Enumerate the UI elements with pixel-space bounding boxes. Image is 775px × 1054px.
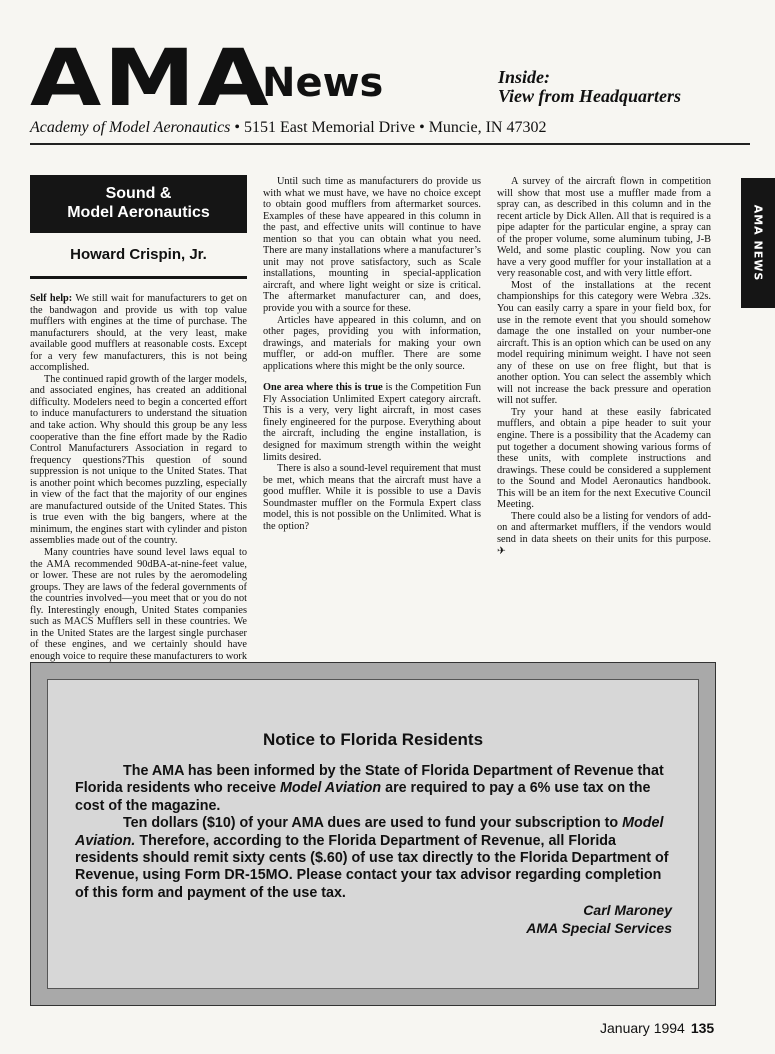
address-line — [30, 118, 546, 138]
page-footer — [600, 1020, 714, 1036]
paragraph: The continued rapid growth of the larger models, and associated engines, has created an additional difficulty. Modelers need to begin a concerted effort to induce manufacturers to understand the situation and take action. Why should this group be any less cooperative than the fine effort made by the Radio Control Manufacturers Association in regard to frequency questions?This question of sound suppression is not unique to the United States. That is another point which becomes puzzling, especially in view of the fact that the majority of our engines are manufactured outside of the United States. This is true even with the big bangers, where at the minimum, the engines start with cylinder and piston assemblies made out of the country. — [30, 373, 247, 547]
issue-date: January 1994 — [600, 1020, 685, 1036]
org-name: Academy of Model Aeronautics — [30, 119, 231, 136]
street-address: 5151 East Memorial Drive — [244, 119, 416, 136]
inside-label: Inside: — [498, 67, 551, 87]
notice-box — [30, 662, 716, 1006]
paragraph: Try your hand at these easily fabricated mufflers, and obtain a pipe header to suit your engine. There is a possibility that the Academy can put together a document showing various forms of these units, with complete instructions and drawings. These could be considered a supplement to the Sound and Model Aeronautics handbook. This will be an item for the next Executive Council Meeting. — [497, 406, 711, 511]
signer-department: AMA Special Services — [526, 920, 672, 936]
article-author: Howard Crispin, Jr. — [70, 246, 207, 263]
side-tab-label: AMA NEWS — [751, 204, 765, 282]
page-number: 135 — [690, 1020, 715, 1036]
article-column-3 — [497, 176, 711, 638]
notice-body — [75, 763, 671, 902]
notice-signature — [526, 901, 672, 937]
masthead-news: News — [262, 60, 384, 106]
paragraph: Articles have appeared in this column, and on other pages, providing you with information, drawings, and materials for making your own muffler, or add-on muffler. There are some applications where this might be the only source. — [263, 314, 481, 372]
paragraph: One area where this is true is the Competition Fun Fly Association Unlimited Expert category aircraft. This is a very, very light aircraft, in most cases finely engineered for the purpose. Everything about the aircraft, including the engine installation, is designed for maximum strength within the weight limits desired. — [263, 382, 481, 463]
paragraph: There could also be a listing for vendors of add-on and aftermarket mufflers, if the vendors would send in data sheets on their units for this purpose. ✈ — [497, 510, 711, 557]
notice-paragraph: The AMA has been informed by the State of Florida Department of Revenue that Florida residents who receive Model Aviation are required to pay a 6% use tax on the cost of the magazine. — [75, 763, 664, 814]
city-address: Muncie, IN 47302 — [428, 119, 547, 136]
end-mark-icon: ✈ — [497, 545, 506, 557]
paragraph: Until such time as manufacturers do provide us with what we must have, we have no choice except to obtain good mufflers from aftermarket sources. Examples of these have appeared in this column in the past, and effective units will continue to have mention so that you can obtain what you need. There are many installations where a manufacturer’s unit may not prove satisfactory, such as Scale installations, mounting in special-application aircraft, and where light weight or size is critical. The aftermarket manufacturer can, and does, provide you with a source for these. — [263, 176, 481, 315]
article-title-box — [30, 175, 247, 233]
side-tab — [741, 178, 775, 308]
paragraph: A survey of the aircraft flown in competition will show that most use a muffler made from a spray can, as described in this column and in the recent article by Dick Allen. All that is required is a pipe adapter for the particular engine, a spray can of the proper volume, some aluminum tubing, J-B Weld, and some plastic coupling. Now you can have a very good muffler for your installation at a very reasonable cost, and with very little effort. — [497, 176, 711, 280]
author-rule — [30, 276, 247, 279]
lead-in: Self help: — [30, 293, 73, 304]
article-title-line2: Model Aeronautics — [67, 204, 210, 221]
paragraph: Many countries have sound level laws equal to the AMA recommended 90dBA-at-nine-feet value, or lower. These are not rules by the aeromodeling groups. They are laws of the federal governments of the countries involved—you meet that or you do not fly. Interestingly enough, United States companies such as MACS Mufflers sell in these countries. We in the United States are the largest single purchaser of these engines, and we certainly should have enough voice to require these manufacturers to work — [30, 547, 248, 662]
article-title-line1: Sound & — [105, 185, 172, 202]
lead-in: One area where this is true — [263, 382, 383, 394]
inside-teaser — [498, 68, 681, 106]
address-separator: • — [415, 119, 429, 136]
masthead-rule — [30, 143, 750, 145]
paragraph: Most of the installations at the recent championships for this category were Webra .32s. You can easily carry a spare in your field box, for use in the remote event that you should somehow damage the one installed on your number-one aircraft. This is an option which can be used on any model requiring minimum weight. I have not seen any of these on use on free flight, but that is another option. You can select the assembly which will not increase the back pressure and operation will not suffer. — [497, 279, 711, 407]
signer-name: Carl Maroney — [583, 902, 672, 918]
article-column-1 — [30, 293, 248, 662]
notice-title: Notice to Florida Residents — [262, 730, 484, 749]
article-column-2 — [263, 176, 481, 638]
paragraph: Self help: We still wait for manufacturers to get on the bandwagon and provide us with top value mufflers with engines at the time of purchase. The manufacturers should, at the very least, make available good mufflers at reasonable costs. Except for a very few manufacturers, this is not being accomplished. — [30, 293, 247, 374]
paragraph: There is also a sound-level requirement that must be met, which means that the aircraft must have a good muffler. While it is possible to use a Davis Soundmaster muffler on the Formula Expert class model, this is not possible on the Unlimited. What is the option? — [263, 463, 481, 532]
masthead-logo: AMA — [30, 34, 272, 124]
address-separator: • — [230, 119, 244, 136]
notice-panel — [47, 679, 699, 989]
notice-paragraph: Ten dollars ($10) of your AMA dues are used to fund your subscription to Model Aviation. Therefore, according to the Florida Department of Revenue, all Florida residents should remit sixty cents ($.60) of use tax directly to the Florida Department of Revenue, using Form DR-15MO. Please contact your tax advisor regarding completion of this form and payment of the use tax. — [75, 815, 669, 901]
inside-title: View from Headquarters — [498, 86, 682, 106]
